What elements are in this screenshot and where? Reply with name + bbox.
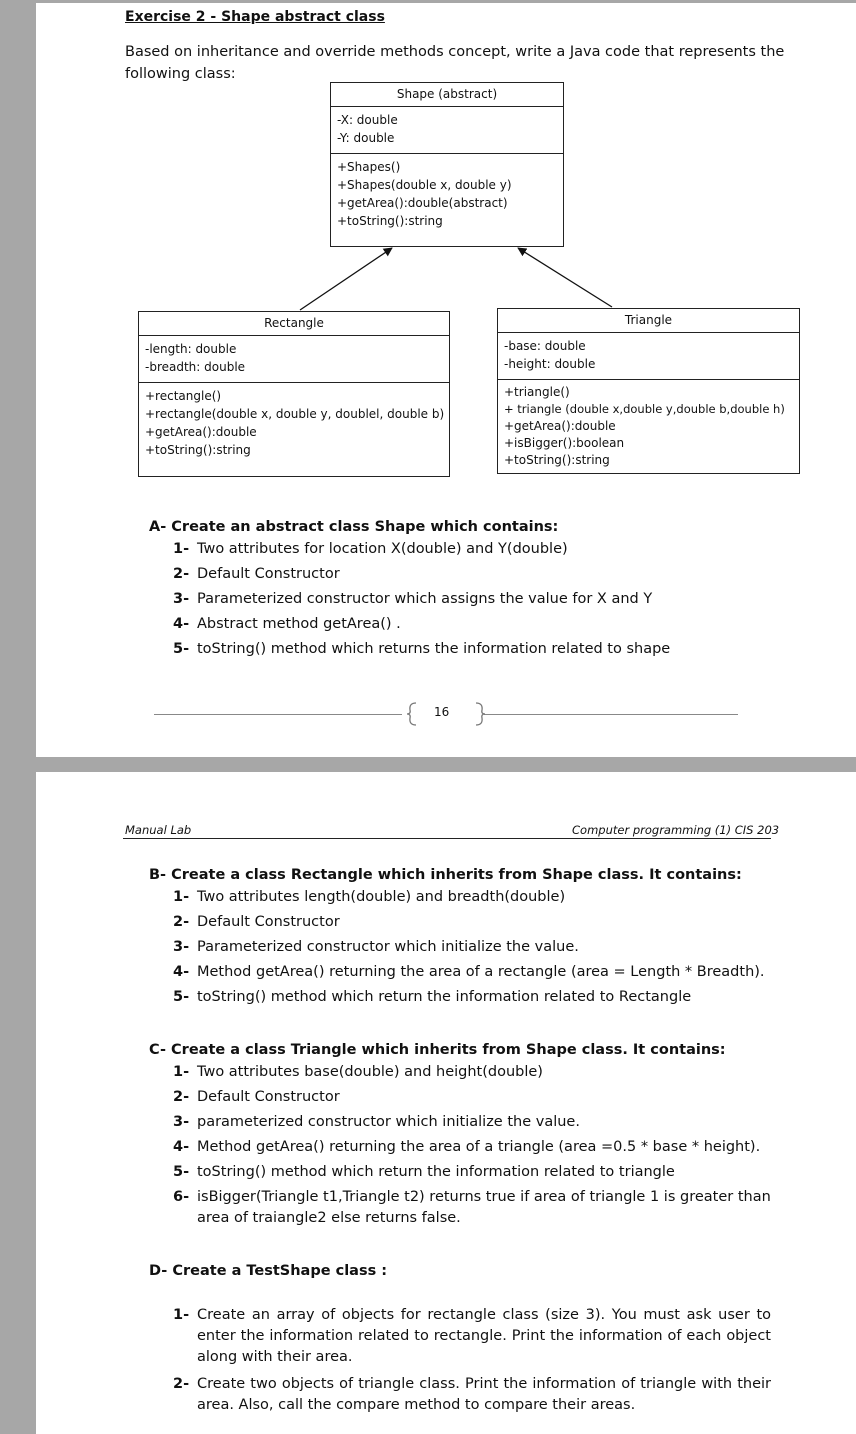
list-item [173, 564, 670, 585]
item-number: 3- [173, 591, 190, 607]
item-text: Method getArea() returning the area of a triangle (area =0.5 * base * height). [197, 1139, 761, 1155]
item-text: Parameterized constructor which initialize the value. [197, 939, 579, 955]
list-item [173, 1087, 773, 1108]
list-item [173, 937, 765, 958]
uml-method: +rectangle(double x, double y, doublel, double b) [145, 407, 445, 421]
uml-attribute: -X: double [337, 113, 398, 127]
document-page-2 [36, 772, 856, 1434]
item-number: 2- [173, 914, 190, 930]
item-number: 3- [173, 939, 190, 955]
exercise-intro: Based on inheritance and override methods concept, write a Java code that represents the following class: [125, 44, 785, 82]
uml-method: +triangle() [504, 385, 570, 399]
list-item [173, 1162, 773, 1183]
section-b-heading: B- Create a class Rectangle which inherits from Shape class. It contains: [149, 867, 742, 883]
header-rule [123, 838, 771, 839]
item-number: 2- [173, 566, 190, 582]
uml-class-name: Shape (abstract) [331, 83, 563, 107]
item-text: Default Constructor [197, 1089, 340, 1105]
item-number: 2- [173, 1376, 190, 1392]
uml-attribute: -height: double [504, 357, 596, 371]
uml-method: + triangle (double x,double y,double b,double h) [504, 402, 785, 416]
item-number: 4- [173, 1139, 190, 1155]
item-number: 3- [173, 1114, 190, 1130]
list-item [173, 1137, 773, 1158]
arrow-rectangle-to-shape [300, 248, 392, 310]
list-item [173, 639, 670, 660]
inheritance-arrows [36, 3, 856, 333]
item-number: 4- [173, 616, 190, 632]
item-text: Two attributes for location X(double) and Y(double) [197, 541, 568, 557]
arrow-triangle-to-shape [518, 248, 612, 307]
item-text: Default Constructor [197, 566, 340, 582]
list-item [173, 614, 670, 635]
uml-method: +toString():string [504, 453, 610, 467]
uml-method: +isBigger():boolean [504, 436, 625, 450]
footer-rule-right [484, 714, 738, 715]
list-item [173, 1062, 773, 1083]
uml-method: +Shapes(double x, double y) [337, 178, 512, 192]
item-text: Default Constructor [197, 914, 340, 930]
uml-class-name: Triangle [498, 309, 799, 333]
item-text: parameterized constructor which initialize the value. [197, 1114, 580, 1130]
section-c-heading: C- Create a class Triangle which inherits from Shape class. It contains: [149, 1042, 726, 1058]
section-a-list [173, 539, 670, 660]
item-number: 2- [173, 1089, 190, 1105]
item-text: Create two objects of triangle class. Print the information of triangle with their area. Also, call the compare method to compare their areas. [197, 1376, 771, 1413]
list-item [173, 589, 670, 610]
item-text: toString() method which return the information related to Rectangle [197, 989, 692, 1005]
uml-method: +getArea():double [145, 425, 257, 439]
item-number: 5- [173, 1164, 190, 1180]
uml-method: +getArea():double [504, 419, 616, 433]
item-text: toString() method which returns the information related to shape [197, 641, 671, 657]
uml-method: +rectangle() [145, 389, 222, 403]
item-text: toString() method which return the information related to triangle [197, 1164, 675, 1180]
item-text: Create an array of objects for rectangle class (size 3). You must ask user to enter the information related to rectangle. Print the information of each object along with their area. [197, 1307, 771, 1365]
list-item [173, 1112, 773, 1133]
item-number: 6- [173, 1189, 190, 1205]
list-item [173, 1187, 773, 1229]
uml-attribute: -Y: double [337, 131, 395, 145]
uml-methods [139, 383, 449, 463]
list-item [173, 912, 765, 933]
uml-methods [498, 380, 799, 473]
uml-method: +toString():string [145, 443, 251, 457]
list-item [173, 962, 765, 983]
page-number: 16 [434, 705, 450, 719]
uml-method: +toString():string [337, 214, 443, 228]
item-text: Two attributes length(double) and breadth(double) [197, 889, 566, 905]
list-item [173, 539, 670, 560]
uml-attributes [498, 333, 799, 380]
document-page-1 [36, 3, 856, 757]
item-number: 5- [173, 641, 190, 657]
header-left: Manual Lab [125, 823, 192, 837]
section-a-heading: A- Create an abstract class Shape which contains: [149, 519, 559, 535]
item-text: Method getArea() returning the area of a rectangle (area = Length * Breadth). [197, 964, 765, 980]
item-number: 5- [173, 989, 190, 1005]
item-text: Parameterized constructor which assigns the value for X and Y [197, 591, 653, 607]
item-number: 1- [173, 889, 190, 905]
item-number: 4- [173, 964, 190, 980]
uml-attribute: -base: double [504, 339, 586, 353]
uml-class-triangle [497, 308, 800, 474]
item-text: Two attributes base(double) and height(double) [197, 1064, 543, 1080]
list-item [173, 1374, 771, 1416]
list-item [173, 887, 765, 908]
uml-attribute: -length: double [145, 342, 237, 356]
item-number: 1- [173, 541, 190, 557]
uml-method: +Shapes() [337, 160, 401, 174]
footer-rule-left [154, 714, 402, 715]
item-text: isBigger(Triangle t1,Triangle t2) returns true if area of triangle 1 is greater than area of traiangle2 else returns false. [197, 1189, 771, 1226]
section-d-heading: D- Create a TestShape class : [149, 1263, 388, 1279]
uml-method: +getArea():double(abstract) [337, 196, 508, 210]
header-right: Computer programming (1) CIS 203 [572, 823, 780, 837]
uml-class-name: Rectangle [139, 312, 449, 336]
uml-class-rectangle [138, 311, 450, 477]
item-number: 1- [173, 1064, 190, 1080]
section-c-list [173, 1062, 773, 1229]
list-item [173, 1305, 771, 1368]
uml-attributes [139, 336, 449, 383]
section-b-list [173, 887, 765, 1008]
exercise-title: Exercise 2 - Shape abstract class [125, 9, 385, 25]
item-number: 1- [173, 1307, 190, 1323]
item-text: Abstract method getArea() . [197, 616, 401, 632]
uml-attribute: -breadth: double [145, 360, 246, 374]
section-d-list [173, 1305, 771, 1416]
list-item [173, 987, 765, 1008]
